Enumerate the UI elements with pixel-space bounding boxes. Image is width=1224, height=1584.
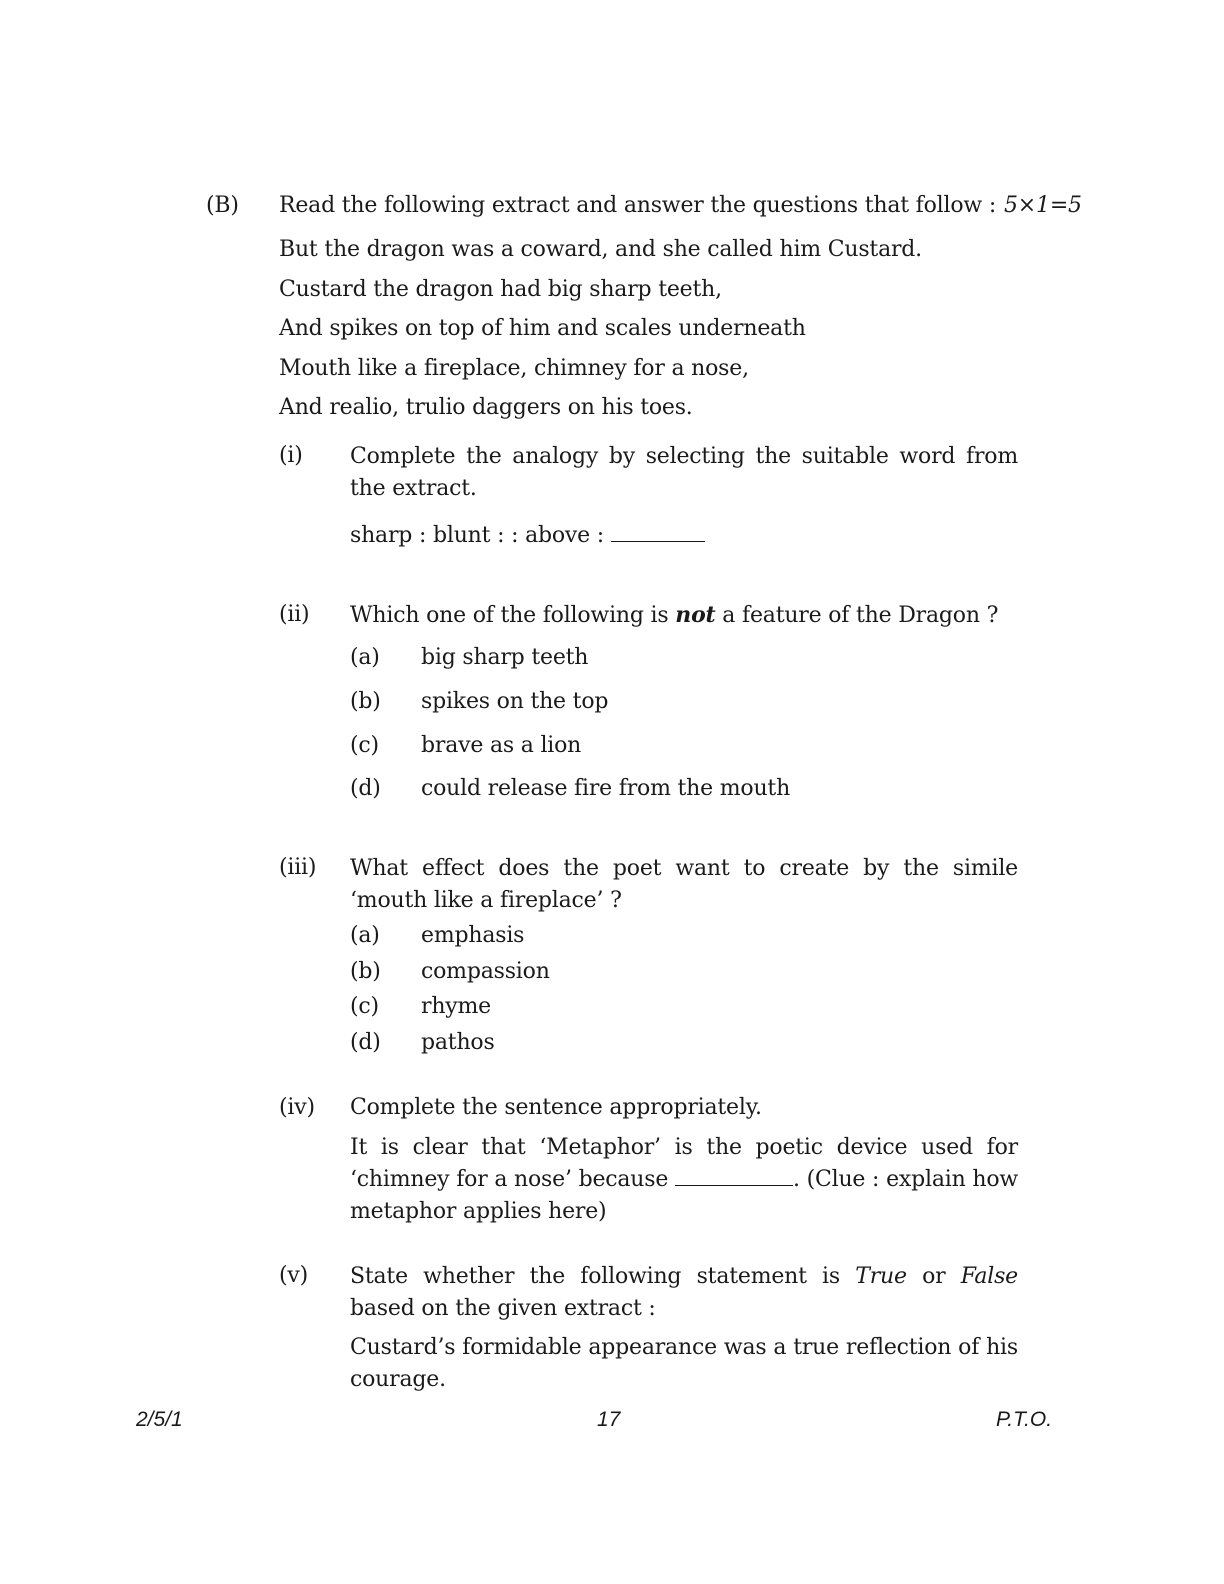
section-instruction: Read the following extract and answer the questions that follow : xyxy=(279,193,997,218)
emphasis-not: not xyxy=(675,602,716,628)
option-label: (b) xyxy=(350,689,381,714)
question-text-part: State whether the following statement is xyxy=(350,1264,856,1289)
option-label: (a) xyxy=(350,923,380,948)
option-label: (a) xyxy=(350,645,380,670)
option-text: big sharp teeth xyxy=(421,645,589,670)
analogy-text: sharp : blunt : : above : xyxy=(350,523,604,548)
question-text-part: or xyxy=(906,1264,961,1289)
true-word: True xyxy=(855,1264,907,1289)
question-number: (iii) xyxy=(279,855,317,880)
answer-blank[interactable] xyxy=(675,1165,793,1186)
question-text: Complete the sentence appropriately. xyxy=(350,1095,762,1120)
extract-line: Mouth like a fireplace, chimney for a nose, xyxy=(279,356,749,381)
question-number: (ii) xyxy=(279,602,310,627)
question-text: What effect does the poet want to create by the simile ‘mouth like a fireplace’ ? xyxy=(350,856,1018,913)
option-label: (d) xyxy=(350,1030,381,1055)
extract-line: Custard the dragon had big sharp teeth, xyxy=(279,277,722,302)
option-text: could release fire from the mouth xyxy=(421,776,791,801)
analogy xyxy=(350,521,705,551)
section-label: (B) xyxy=(206,193,239,218)
question-text xyxy=(350,600,998,631)
option-label: (c) xyxy=(350,994,379,1019)
option-text: brave as a lion xyxy=(421,733,582,758)
question-number: (i) xyxy=(279,443,303,468)
option-label: (c) xyxy=(350,733,379,758)
question-text: Complete the analogy by selecting the suitable word from the extract. xyxy=(350,444,1018,501)
extract-line: But the dragon was a coward, and she called him Custard. xyxy=(279,237,922,262)
option-label: (b) xyxy=(350,959,381,984)
paper-code: 2/5/1 xyxy=(136,1408,183,1431)
question-number: (v) xyxy=(279,1263,308,1288)
question-text xyxy=(350,1261,1018,1325)
option-text: rhyme xyxy=(421,994,491,1019)
question-text-part: Which one of the following is xyxy=(350,603,676,628)
option-text: spikes on the top xyxy=(421,689,609,714)
option-text: pathos xyxy=(421,1030,495,1055)
page-number: 17 xyxy=(597,1408,621,1431)
sentence-text: . (Clue : explain how metaphor applies here) xyxy=(350,1167,1018,1224)
option-text: compassion xyxy=(421,959,550,984)
option-text: emphasis xyxy=(421,923,525,948)
sentence-text: It is clear that ‘Metaphor’ is the poetic device used for ‘chimney for a nose’ because xyxy=(350,1135,1018,1192)
option-label: (d) xyxy=(350,776,381,801)
question-text-part: a feature of the Dragon ? xyxy=(715,603,999,628)
extract-line: And spikes on top of him and scales underneath xyxy=(279,316,806,341)
section-marks: 5×1=5 xyxy=(1004,193,1082,218)
answer-blank[interactable] xyxy=(611,521,705,542)
extract-line: And realio, trulio daggers on his toes. xyxy=(279,395,693,420)
pto-label: P.T.O. xyxy=(996,1408,1053,1431)
false-word: False xyxy=(960,1264,1018,1289)
question-text-part: based on the given extract : xyxy=(350,1296,656,1321)
sentence-to-complete xyxy=(350,1132,1018,1228)
statement: Custard’s formidable appearance was a true reflection of his courage. xyxy=(350,1335,1018,1392)
question-number: (iv) xyxy=(279,1095,315,1120)
